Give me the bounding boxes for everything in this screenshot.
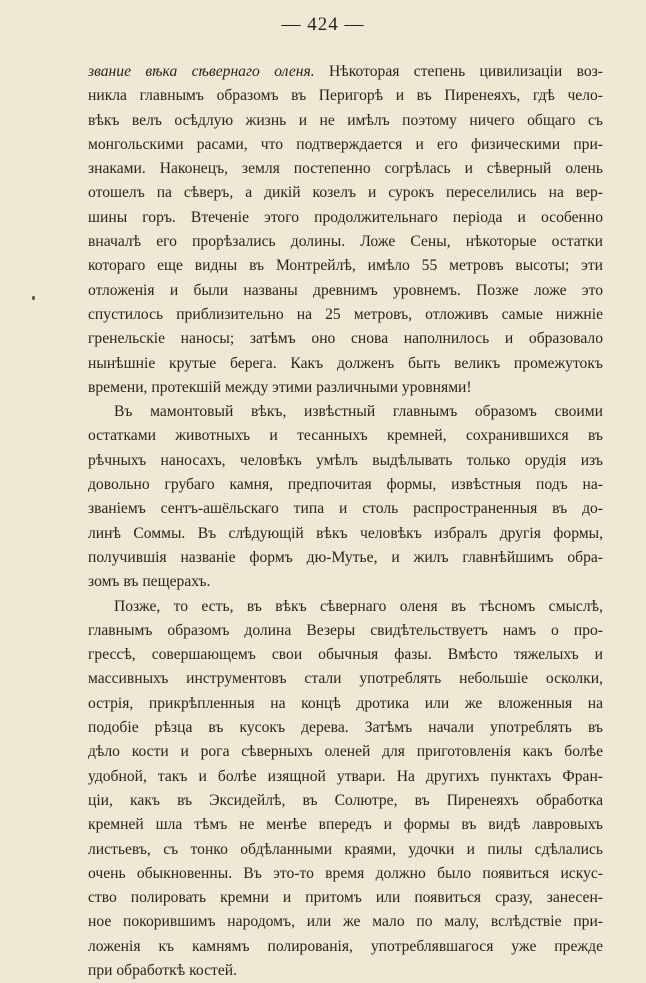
paragraph-1 (88, 84, 603, 400)
text-line: гренельскіе наносы; затѣмъ оно снова наполнилось и образовало (88, 330, 603, 348)
text-line: зомъ въ пещерахъ. (88, 573, 211, 591)
text-line: дѣло кости и рога сѣверныхъ оленей для приготовленія какъ болѣе (88, 743, 603, 761)
text-line: монгольскими расами, что подтверждается и его физическими при- (88, 135, 603, 153)
text-line: ложенія къ камнямъ полированія, употреблявшагося уже прежде (88, 937, 603, 955)
paper-speck (32, 296, 35, 300)
text-line: вначалѣ его прорѣзались долины. Ложе Сены, нѣкоторые остатки (88, 233, 603, 251)
page-number: — 424 — (281, 14, 365, 35)
text-line: Въ мамонтовый вѣкъ, извѣстный главнымъ образомъ своими (114, 403, 603, 421)
text-line: званіемъ сентъ-ашёльскаго типа и столь распространенныя въ до- (88, 500, 603, 518)
text-line: листьевъ, съ тонко обдѣланными краями, удочки и пилы сдѣлались (88, 840, 603, 858)
text-line: довольно грубаго камня, предпочитая формы, извѣстныя подъ на- (88, 476, 603, 494)
body-text (88, 60, 603, 983)
text-line (88, 60, 603, 84)
text-line: массивныхъ инструментовъ стали употреблять небольшіе осколки, (88, 670, 603, 688)
text-line: грессѣ, совершающемъ свои обычныя фазы. Вмѣсто тяжелыхъ и (88, 646, 603, 664)
text-line: ство полировать кремни и притомъ или появиться сразу, занесен- (88, 889, 603, 907)
text-fragment: Нѣкоторая степень цивилизаціи воз- (314, 63, 603, 80)
text-line: нынѣшніе крутые берега. Какъ долженъ быть великъ промежутокъ (88, 354, 603, 372)
text-line: очень обыкновенны. Въ это-то время должно было появиться искус- (88, 864, 603, 882)
text-line: кремней шла тѣмъ не менѣе впередъ и формы въ видѣ лавровыхъ (88, 816, 603, 834)
text-line: никла главнымъ образомъ въ Перигорѣ и въ Пиренеяхъ, гдѣ чело- (88, 87, 603, 105)
text-line: шины горъ. Втеченіе этого продолжительнаго періода и особенно (88, 208, 603, 226)
italic-phrase: звание вѣка сѣвернаго оленя. (88, 63, 315, 80)
text-line: ное покорившимъ народомъ, или же мало по малу, вслѣдствіе при- (88, 913, 603, 931)
paragraph-2 (88, 400, 603, 594)
text-line: спустилось приблизительно на 25 метровъ, отложивъ самые нижніе (88, 305, 603, 323)
text-line: острія, прикрѣпленныя на концѣ дротика или же вложенныя на (88, 694, 603, 712)
text-line: получившія названіе формъ дю-Мутье, и жилъ главнѣйшимъ обра- (88, 548, 603, 566)
text-line: линѣ Соммы. Въ слѣдующій вѣкъ человѣкъ избралъ другія формы, (88, 524, 603, 542)
text-line: удобной, такъ и болѣе изящной утвари. На другихъ пунктахъ Фран- (88, 767, 603, 785)
text-line: времени, протекшій между этими различными уровнями! (88, 378, 472, 396)
text-line: ціи, какъ въ Эксидейлѣ, въ Солютре, въ Пиренеяхъ обработка (88, 791, 603, 809)
text-line: знаками. Наконецъ, земля постепенно согрѣлась и сѣверный олень (88, 160, 603, 178)
text-line: отошелъ па сѣверъ, а дикій козелъ и сурокъ переселились на вер- (88, 184, 603, 202)
paragraph-3 (88, 595, 603, 983)
text-line: рѣчныхъ наносахъ, человѣкъ умѣлъ выдѣлывать только орудія изъ (88, 451, 603, 469)
text-line: при обработкѣ костей. (88, 961, 237, 979)
text-line: главнымъ образомъ долина Везеры свидѣтельствуетъ намъ о про- (88, 621, 603, 639)
text-line: отложенія и были названы древнимъ уровнемъ. Позже ложе это (88, 281, 603, 299)
text-line: остатками животныхъ и тесанныхъ кремней, сохранившихся въ (88, 427, 603, 445)
text-line: Позже, то есть, въ вѣкъ сѣвернаго оленя въ тѣсномъ смыслѣ, (114, 597, 603, 615)
text-line: котораго еще видны въ Монтрейлѣ, имѣло 55 метровъ высоты; эти (88, 257, 603, 275)
text-line: подобіе рѣзца въ кусокъ дерева. Затѣмъ начали употреблять въ (88, 719, 603, 737)
text-line: вѣкъ велъ осѣдлую жизнь и не имѣлъ поэтому ничего общаго съ (88, 111, 603, 129)
